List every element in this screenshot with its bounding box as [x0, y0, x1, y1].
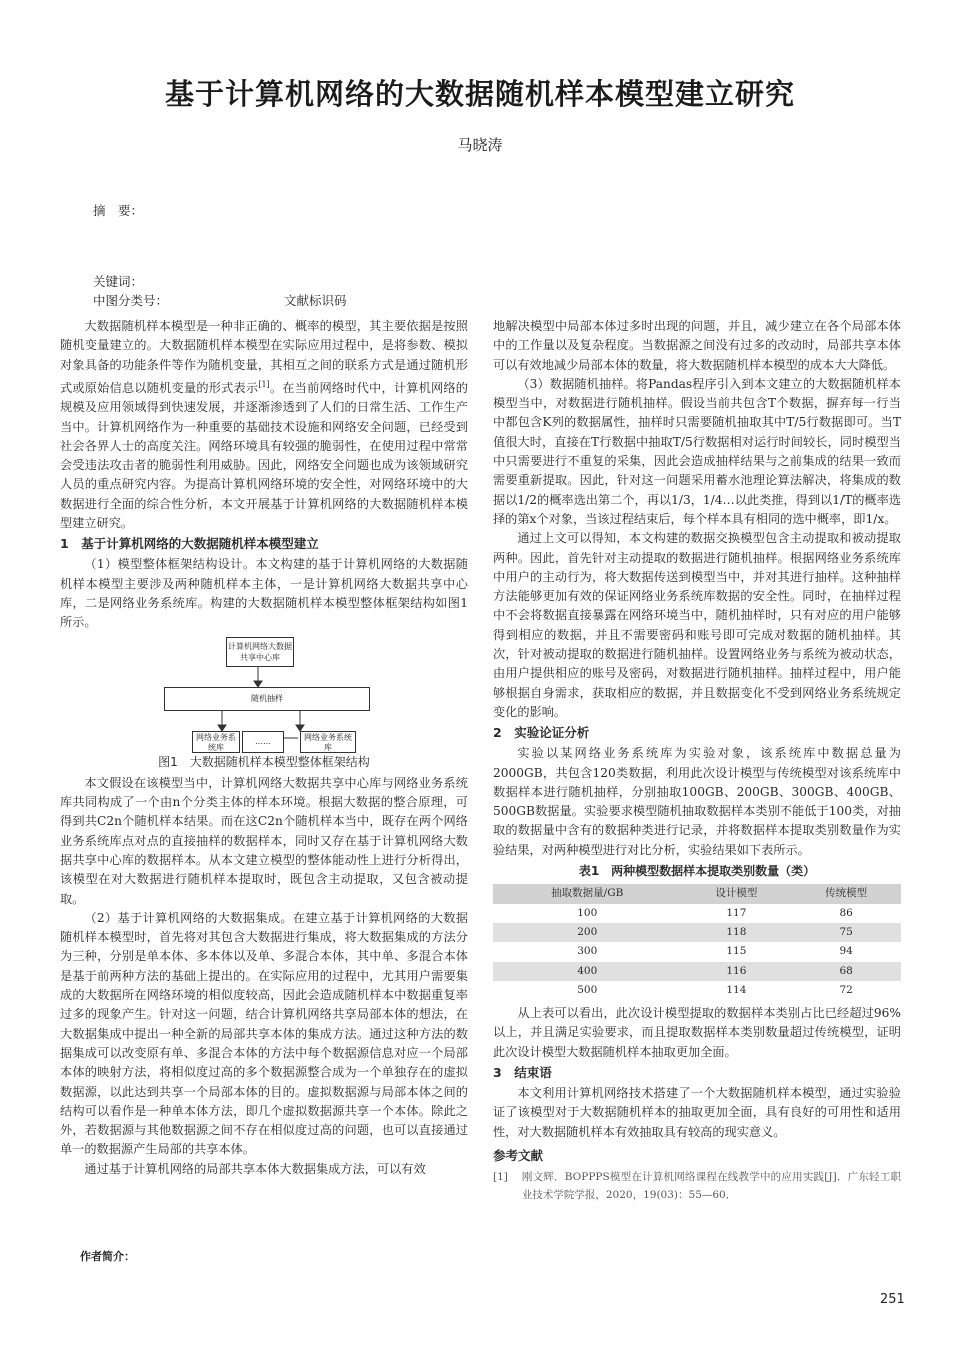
paragraph-3-1: 本文利用计算机网络技术搭建了一个大数据随机样本模型，通过实验验证了该模型对于大数据随机样本的抽取更加全面，具有良好的可用性和适用性，对大数据随机样本有效抽取具有较高的现实意义。: [493, 1085, 901, 1139]
intro-paragraph: [60, 317, 468, 533]
table-cell: 117: [726, 906, 747, 919]
paragraph-2-1: 实验以某网络业务系统库为实验对象，该系统库中数据总量为2000GB，共包含120类数据，利用此次设计模型与传统模型对该系统库中数据样本进行随机抽样，分别抽取100GB、200GB、300GB、400GB、500GB数据量。实验要求模型随机抽取数据样本类别不能低于100类，对抽取的数据量中含有的数据种类进行记录，并将数据样本提取类别数量作为实验结果，对两种模型进行对比分析，实验结果如下表所示。: [493, 746, 901, 857]
table-1: [493, 884, 901, 1000]
intro-text-cont: 。在当前网络时代中，计算机网络的规模及应用领域得到快速发展，并逐渐渗透到了人们的日常生活、工作生产当中。计算机网络作为一种重要的基础技术设施和网络安全问题，已经受到社会各界人士的高度关注。网络环境具有较强的脆弱性，在使用过程中常常会受违法攻击者的脆弱性利用威胁。因此，网络安全问题也成为该领域研究人员的重点研究内容。为提高计算机网络环境的安全性，对网络环境中的大数据进行全面的综合性分析，本文开展基于计算机网络的大数据随机样本模型建立研究。: [60, 380, 468, 531]
section-1-heading: 1 基于计算机网络的大数据随机样本模型建立: [60, 536, 319, 552]
figure-1-caption: 图1 大数据随机样本模型整体框架结构: [158, 754, 370, 769]
table-header-cell: 设计模型: [715, 887, 758, 900]
abstract-label: 摘 要：: [93, 203, 144, 218]
table-row: [493, 962, 901, 981]
table-cell: 500: [577, 983, 598, 996]
intro-text: 大数据随机样本模型是一种非正确的、概率的模型，其主要依据是按照随机变量建立的。大数据随机样本模型在实际应用过程中，是将参数、模拟对象具备的功能条件等作为随机变量，其相互之间的联系方式是通过随机形式或原始信息以随机变量的形式表示: [60, 319, 468, 395]
page-number: 251: [880, 1292, 905, 1307]
table-cell: 400: [577, 964, 598, 977]
clc-label: 中图分类号：: [93, 293, 169, 308]
table-cell: 94: [839, 945, 853, 958]
table-cell: 72: [839, 983, 853, 996]
table-cell: 100: [577, 906, 598, 919]
table-cell: 116: [726, 964, 747, 977]
reference-item: [493, 1168, 901, 1204]
table-cell: 68: [839, 964, 853, 977]
citation-ref[interactable]: [1]: [258, 379, 270, 389]
reference-text: 刚文辉．BOPPPS模型在计算机网络课程在线教学中的应用实践[J]．广东轻工职业技术学院学报，2020，19(03)：55—60．: [521, 1170, 901, 1201]
table-header-row: [493, 884, 901, 903]
references-heading: 参考文献: [493, 1147, 544, 1163]
doc-code-label: 文献标识码: [284, 293, 347, 308]
paragraph-1-3: （2）基于计算机网络的大数据集成。在建立基于计算机网络的大数据随机样本模型时，首先将对其包含大数据进行集成，将大数据集成的方法分为三种，分别是单本体、多本体以及单、多混合本体，其中单、多混合本体是基于前两种方法的基础上提出的。在实际应用的过程中，尤其用户需要集成的大数据所在网络环境的相似度较高，因此会造成随机样本中数据重复率过多的现象产生。针对这一问题，结合计算机网络共享局部本体的想法，在大数据集成中提出一种全新的局部共享本体的集成方法。通过这种方法的数据集成可以改变原有单、多混合本体的方法中每个数据源信息对应一个局部本体的映射方法，将相似度过高的多个数据源整合成为一个单独存在的虚拟数据源，以此达到共享一个局部本体的目的。虚拟数据源与局部本体之间的结构可以看作是一种单本体方法，即几个虚拟数据源共享一个本体。除此之外，若数据源与其他数据源之间不存在相似度过高的问题，也可以直接通过单一的数据源产生局部的共享本体。: [60, 910, 468, 1157]
author-intro-label: 作者简介：: [80, 1250, 135, 1263]
box-shared-center: 计算机网络大数据共享中心库: [226, 637, 294, 667]
reference-number: [1]: [493, 1170, 508, 1183]
box-business-system-right: 网络业务系统库: [300, 731, 356, 753]
paragraph-1-1: （1）模型整体框架结构设计。本文构建的基于计算机网络的大数据随机样本模型主要涉及两种随机样本主体，一是计算机网络大数据共享中心库，二是网络业务系统库。构建的大数据随机样本模型整体框架结构如图1所示。: [60, 557, 468, 630]
paragraph-1-6: 通过上文可以得知，本文构建的数据交换模型包含主动提取和被动提取两种。因此，首先针对主动提取的数据进行随机抽样。根据网络业务系统库中用户的主动行为，将大数据传送到模型当中，并对其进行抽样。这种抽样方法能够更加有效的保证网络业务系统库数据的安全性。同时，在抽样过程中不会将数据直接暴露在网络环境当中，随机抽样时，只有对应的用户能够得到相应的数据，并且不需要密码和账号即可完成对数据的随机抽样。其次，针对被动提取的数据进行随机抽样。设置网络业务与系统为被动状态，由用户提供相应的账号及密码，对数据进行随机抽样。抽样过程中，用户能够根据自身需求，获取相应的数据，并且数据变化不受到网络业务系统规定变化的影响。: [493, 531, 901, 719]
table-cell: 115: [726, 945, 747, 958]
table-cell: 75: [839, 925, 853, 938]
box-random-sampling: 随机抽样: [164, 687, 370, 711]
figure-1: [60, 637, 468, 753]
table-cell: 118: [726, 925, 747, 938]
table-cell: 300: [577, 945, 598, 958]
box-business-system-left: 网络业务系统库: [192, 731, 240, 753]
right-column: [493, 317, 901, 1204]
table-header-cell: 抽取数据量/GB: [551, 887, 624, 900]
table-row: [493, 904, 901, 923]
author-name: 马晓涛: [457, 136, 503, 154]
table-row: [493, 923, 901, 942]
left-column: [60, 317, 468, 1179]
paragraph-1-2: 本文假设在该模型当中，计算机网络大数据共享中心库与网络业务系统库共同构成了一个由n个分类主体的样本环境。根据大数据的整合原理，可得到共C2n个随机样本结果。而在这C2n个随机样本当中，既存在两个网络业务系统库点对点的直接抽样的数据样本，同时又存在基于计算机网络大数据共享中心库的数据样本。从本文建立模型的整体能动性上进行分析得出，该模型在对大数据进行随机样本提取时，既包含主动提取，又包含被动提取。: [60, 775, 468, 906]
section-2-heading: 2 实验论证分析: [493, 725, 590, 741]
section-3-heading: 3 结束语: [493, 1064, 552, 1080]
paragraph-2-2: 从上表可以看出，此次设计模型提取的数据样本类别占比已经超过96%以上，并且满足实验要求，而且提取数据样本类别数量超过传统模型，证明此次设计模型大数据随机样本抽取更加全面。: [493, 1006, 901, 1059]
table-cell: 86: [839, 906, 853, 919]
table-row: [493, 942, 901, 961]
paragraph-1-5: （3）数据随机抽样。将Pandas程序引入到本文建立的大数据随机样本模型当中，对数据进行随机抽样。假设当前共包含T个数据，摒弃每一行当中都包含K列的数据属性，抽样时只需要随机抽取其中T/5行数据即可。当T值很大时，直接在T行数据中抽取T/5行数据相对运行时间较长，同时模型当中只需要进行不重复的采集，因此会造成抽样结果与之前集成的结果一致而需要重新提取。因此，针对这一问题采用蓄水池理论算法解决，将集成的数据以1/2的概率选出第二个，再以1/3，1/4…以此类推，得到以1/T的概率选择的第x个对象，当该过程结束后，每个样本具有相同的选中概率，即1/x。: [493, 376, 901, 526]
paragraph-1-4: 通过基于计算机网络的局部共享本体大数据集成方法，可以有效: [84, 1161, 426, 1176]
table-1-caption: 表1 两种模型数据样本提取类别数量（类）: [578, 864, 816, 879]
table-cell: 114: [726, 983, 747, 996]
paragraph-continued: 地解决模型中局部本体过多时出现的问题，并且，减少建立在各个局部本体中的工作量以及复杂程度。当数据源之间没有过多的改动时，局部共享本体可以有效地减少局部本体的数量，将大数据随机样本模型的成本大大降低。: [493, 319, 901, 372]
page-title: 基于计算机网络的大数据随机样本模型建立研究: [164, 77, 795, 111]
table-cell: 200: [577, 925, 598, 938]
box-ellipsis: ……: [242, 731, 284, 753]
table-row: [493, 981, 901, 1000]
keywords-label: 关键词：: [93, 274, 144, 289]
table-header-cell: 传统模型: [825, 887, 868, 900]
